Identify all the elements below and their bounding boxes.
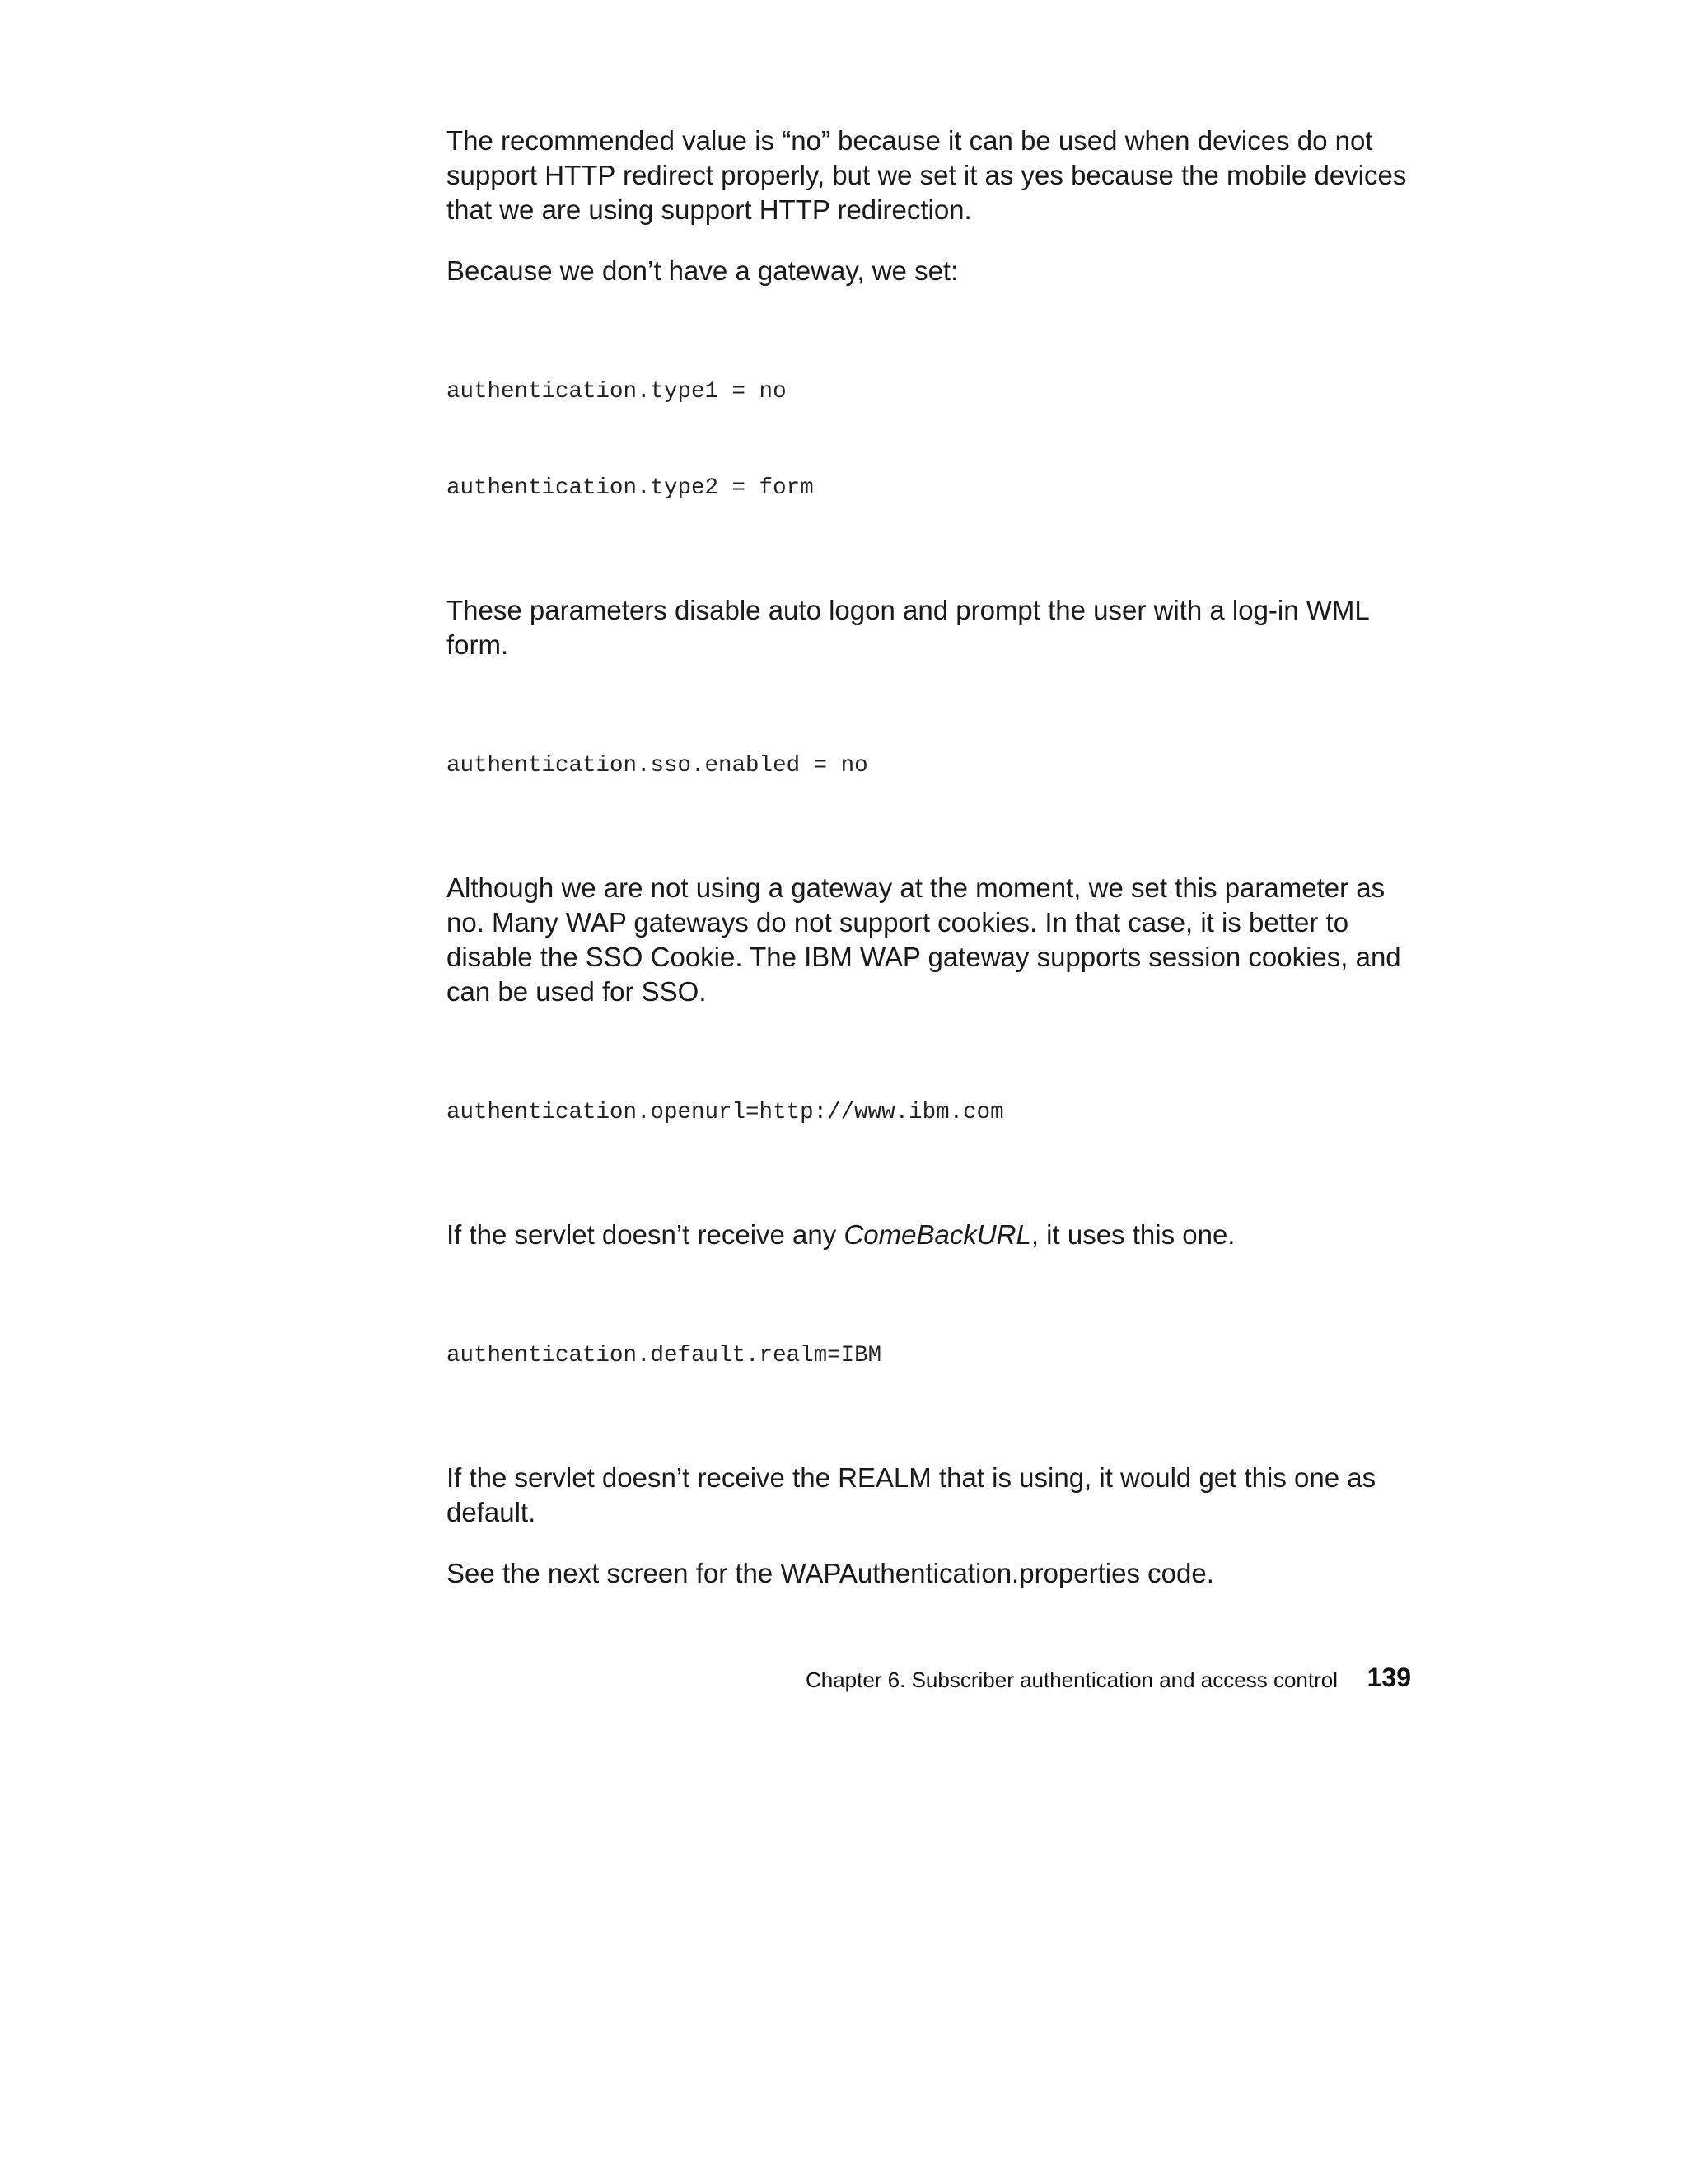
paragraph-sso-cookie: Although we are not using a gateway at the moment, we set this parameter as no. Many WAP gateways do not support cookies. In that case, it is better to disable the SSO Cookie. The IBM WAP gateway supports session cookies, and can be used for SSO. (446, 872, 1401, 1007)
code-block-auth-types (446, 311, 1418, 568)
paragraph-realm-default: If the servlet doesn’t receive the REALM that is using, it would get this one as default. (446, 1462, 1376, 1527)
code-line-type1: authentication.type1 = no (446, 379, 787, 405)
paragraph-next-screen: See the next screen for the WAPAuthentication.properties code. (446, 1558, 1214, 1588)
paragraph-comebackurl-prefix: If the servlet doesn’t receive any (446, 1219, 844, 1250)
code-line-sso-enabled: authentication.sso.enabled = no (446, 753, 868, 779)
code-line-type2: authentication.type2 = form (446, 475, 814, 501)
paragraph-comebackurl (446, 1218, 1418, 1252)
comebackurl-term: ComeBackURL (844, 1219, 1031, 1250)
code-block-sso (446, 685, 1418, 846)
code-block-openurl (446, 1032, 1418, 1193)
page-number: 139 (1367, 1663, 1411, 1692)
page-body (446, 124, 1418, 1617)
paragraph-no-gateway: Because we don’t have a gateway, we set: (446, 255, 959, 286)
paragraph-redirect-explanation: The recommended value is “no” because it can be used when devices do not support HTTP redirect properly, but we set it as yes because the mobile devices that we are using support HTTP redirection. (446, 125, 1407, 225)
paragraph-auto-logon: These parameters disable auto logon and prompt the user with a log-in WML form. (446, 595, 1369, 660)
footer-chapter-title: Chapter 6. Subscriber authentication and access control (805, 1667, 1338, 1692)
code-block-realm (446, 1275, 1418, 1436)
paragraph-comebackurl-suffix: , it uses this one. (1030, 1219, 1236, 1250)
code-line-default-realm: authentication.default.realm=IBM (446, 1343, 882, 1368)
page-footer (446, 1663, 1418, 1695)
code-line-openurl: authentication.openurl=http://www.ibm.com (446, 1100, 1004, 1125)
